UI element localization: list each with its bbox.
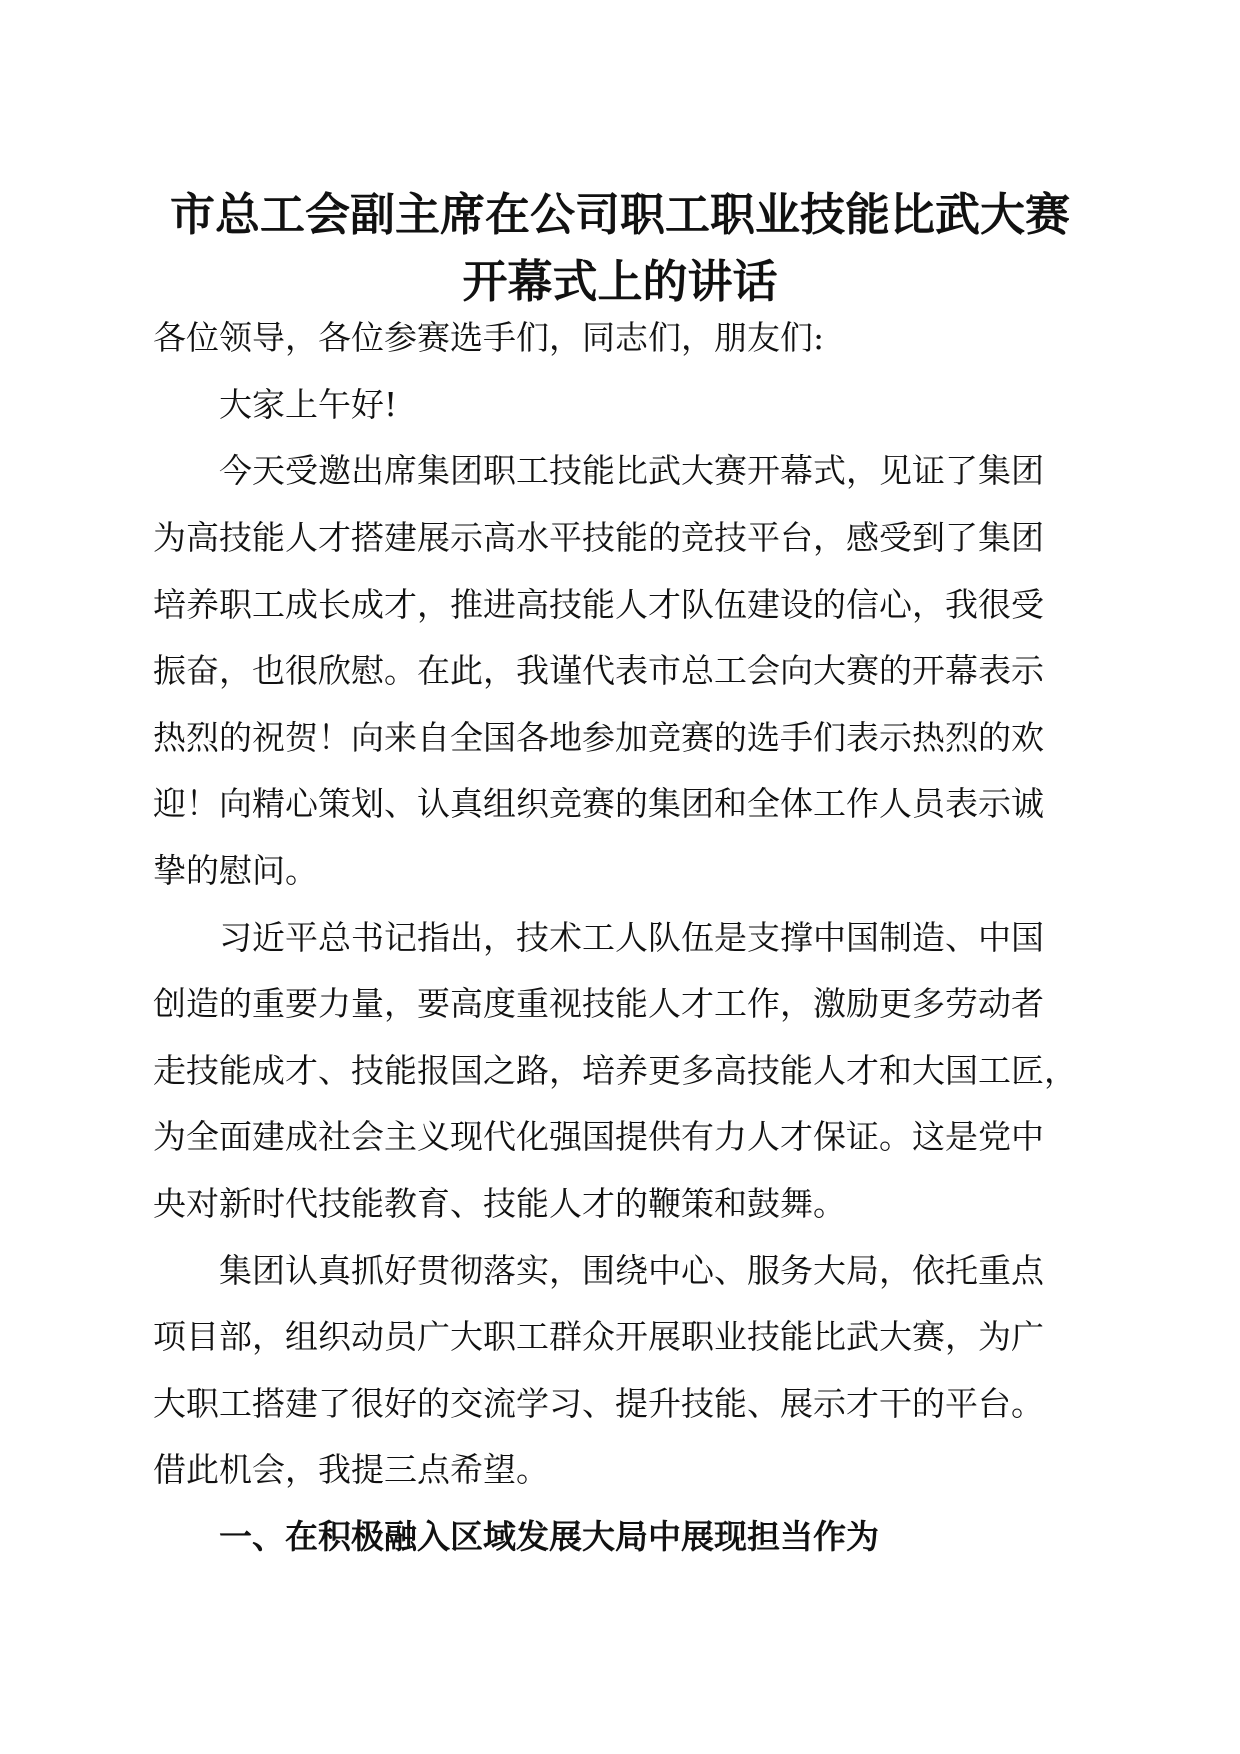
salutation: 各位领导，各位参赛选手们，同志们，朋友们: xyxy=(153,318,825,357)
paragraph-3-line: 集团认真抓好贯彻落实，围绕中心、服务大局，依托重点 xyxy=(219,1251,1044,1290)
paragraph-2-line: 央对新时代技能教育、技能人才的鞭策和鼓舞。 xyxy=(153,1184,846,1223)
paragraph-2-line: 走技能成才、技能报国之路，培养更多高技能人才和大国工匠， xyxy=(153,1051,1077,1090)
document-title-line-2: 开幕式上的讲话 xyxy=(462,255,778,308)
paragraph-1-line: 为高技能人才搭建展示高水平技能的竞技平台，感受到了集团 xyxy=(153,518,1044,557)
paragraph-3-line: 大职工搭建了很好的交流学习、提升技能、展示才干的平台。 xyxy=(153,1384,1044,1423)
paragraph-1-line: 振奋，也很欣慰。在此，我谨代表市总工会向大赛的开幕表示 xyxy=(153,651,1044,690)
paragraph-3-line: 借此机会，我提三点希望。 xyxy=(153,1450,549,1489)
paragraph-3-line: 项目部，组织动员广大职工群众开展职业技能比武大赛，为广 xyxy=(153,1317,1044,1356)
paragraph-1-line: 培养职工成长成才，推进高技能人才队伍建设的信心，我很受 xyxy=(153,585,1044,624)
paragraph-2-line: 创造的重要力量，要高度重视技能人才工作，激励更多劳动者 xyxy=(153,984,1044,1023)
paragraph-1-line: 热烈的祝贺！向来自全国各地参加竞赛的选手们表示热烈的欢 xyxy=(153,718,1044,757)
paragraph-1-line: 迎！向精心策划、认真组织竞赛的集团和全体工作人员表示诚 xyxy=(153,784,1044,823)
paragraph-1-line: 挚的慰问。 xyxy=(153,851,318,890)
paragraph-2-line: 为全面建成社会主义现代化强国提供有力人才保证。这是党中 xyxy=(153,1117,1044,1156)
document-title-line-1: 市总工会副主席在公司职工职业技能比武大赛 xyxy=(169,188,1070,241)
paragraph-1-line: 今天受邀出席集团职工技能比武大赛开幕式，见证了集团 xyxy=(219,451,1044,490)
section-heading-1: 一、在积极融入区域发展大局中展现担当作为 xyxy=(219,1517,879,1556)
paragraph-2-line: 习近平总书记指出，技术工人队伍是支撑中国制造、中国 xyxy=(219,918,1044,957)
greeting: 大家上午好! xyxy=(219,385,398,424)
